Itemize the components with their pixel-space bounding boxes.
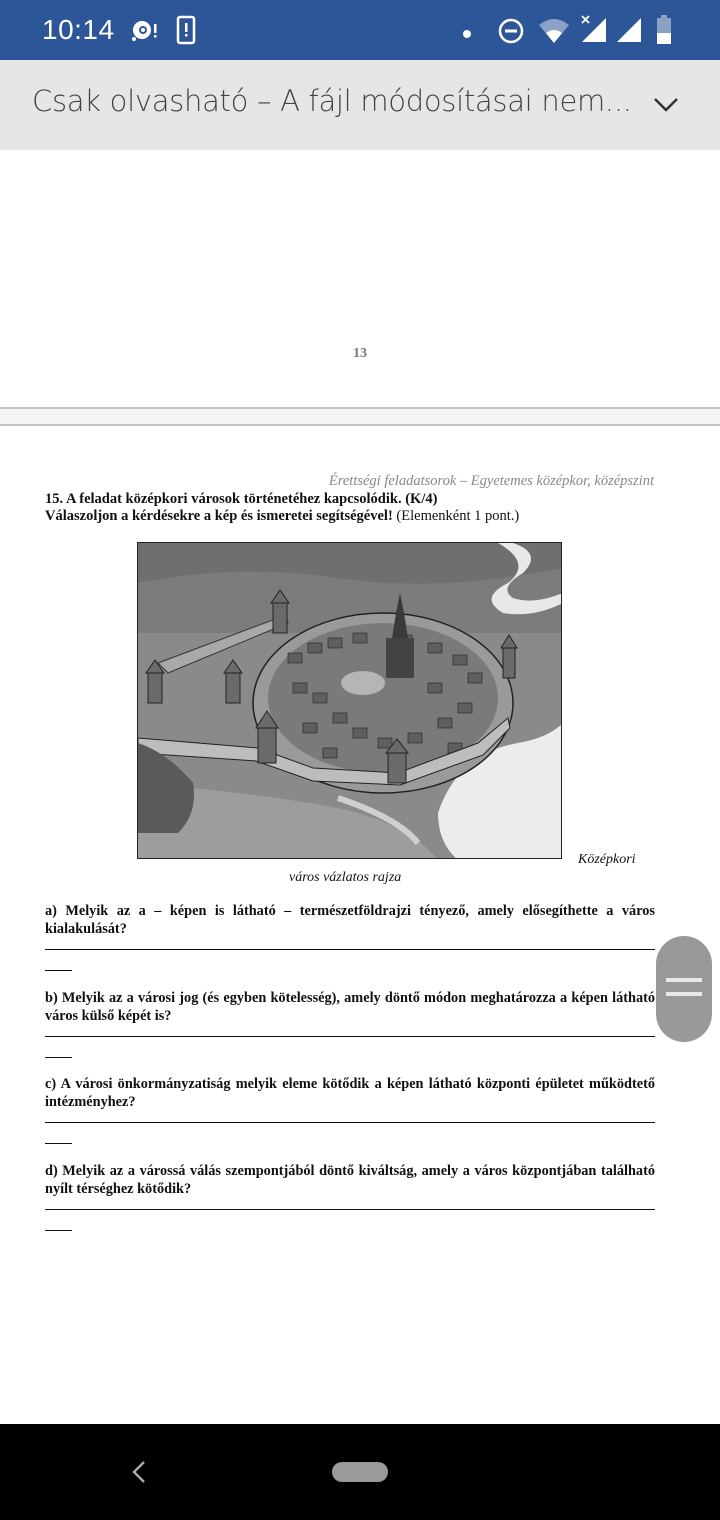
read-only-banner[interactable] (0, 60, 720, 150)
medieval-town-illustration (137, 542, 562, 859)
answer-line-c[interactable] (45, 1122, 655, 1123)
running-head: Érettségi feladatsorok – Egyetemes középkor, középszint (328, 473, 654, 489)
answer-line-a-continued[interactable] (45, 970, 72, 971)
chevron-down-icon[interactable] (652, 90, 680, 118)
task-instruction (45, 508, 519, 525)
question-c: c) A városi önkormányzatiság melyik eleme kötődik a képen látható központi épületet működtető intézményhez? (45, 1076, 655, 1110)
answer-line-d[interactable] (45, 1209, 655, 1210)
read-only-message: Csak olvasható – A fájl módosításai nem... (32, 84, 632, 118)
signal-no-data-icon (580, 14, 608, 49)
home-pill-button[interactable] (332, 1462, 388, 1482)
wifi-icon (538, 17, 570, 50)
answer-line-b[interactable] (45, 1036, 655, 1037)
back-chevron-icon[interactable] (128, 1456, 150, 1488)
question-b: b) Melyik az a városi jog (és egyben kötelesség), amely döntő módon meghatározza a képen látható város külső képét is? (45, 990, 655, 1024)
answer-line-a[interactable] (45, 949, 655, 950)
phone-alert-icon (176, 15, 196, 50)
page-number: 13 (353, 346, 367, 361)
document-page (0, 426, 720, 1424)
pokemon-go-notification-icon (130, 18, 160, 49)
question-a: a) Melyik az a – képen is látható – természetföldrajzi tényező, amely elősegíthette a város kialakulását? (45, 903, 655, 937)
status-bar (0, 0, 720, 60)
instruction-bold: Válaszoljon a kérdésekre a kép és ismeretei segítségével! (45, 508, 393, 524)
question-d: d) Melyik az a várossá válás szempontjából döntő kiváltság, amely a város központjában található nyílt térséghez kötődik? (45, 1163, 655, 1197)
fast-scroll-thumb[interactable] (656, 936, 712, 1042)
battery-icon (656, 14, 672, 51)
system-nav-bar (0, 1424, 720, 1520)
town-sketch-image (138, 543, 562, 859)
signal-icon (615, 16, 643, 49)
answer-line-c-continued[interactable] (45, 1143, 72, 1144)
scroll-grip-line (666, 978, 702, 982)
notification-dot-icon (462, 26, 472, 44)
page-separator (0, 407, 720, 426)
figure-caption-part1: Középkori (578, 852, 636, 867)
status-time: 10:14 (42, 14, 115, 45)
answer-line-b-continued[interactable] (45, 1057, 72, 1058)
instruction-points: (Elemenként 1 pont.) (392, 508, 520, 524)
answer-line-d-continued[interactable] (45, 1230, 72, 1231)
do-not-disturb-icon (497, 17, 525, 50)
task-title: 15. A feladat középkori városok történetéhez kapcsolódik. (K/4) (45, 491, 438, 507)
previous-page (0, 150, 720, 408)
figure-caption-part2: város vázlatos rajza (289, 870, 402, 885)
scroll-grip-line (666, 992, 702, 996)
